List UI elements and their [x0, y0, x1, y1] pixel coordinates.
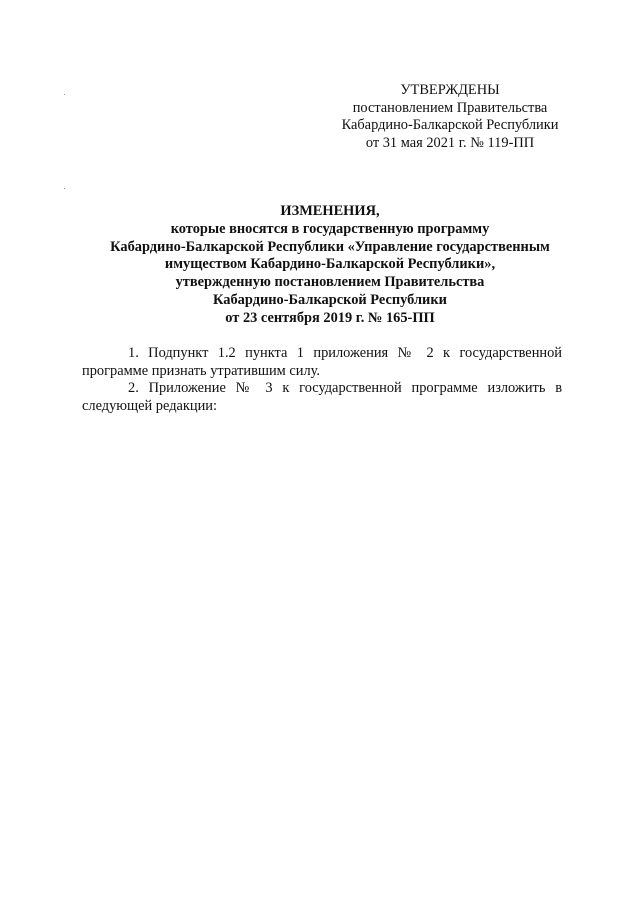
approval-line: постановлением Правительства [352, 99, 548, 116]
paragraph: 2. Приложение № 3 к государственной программе изложить в следующей редакции: [82, 380, 562, 414]
title-line: от 23 сентября 2019 г. № 165-ПП [225, 309, 435, 326]
title-line: утвержденную постановлением Правительства [175, 274, 485, 291]
paragraph: 1. Подпункт 1.2 пункта 1 приложения № 2 к государственной программе признать утратившим силу. [82, 345, 562, 379]
document-title [80, 203, 580, 328]
approval-line: Кабардино-Балкарской Республики [341, 117, 559, 133]
approval-stamp [330, 82, 570, 152]
title-heading: ИЗМЕНЕНИЯ, [280, 203, 380, 219]
title-line: Кабардино-Балкарской Республики [213, 291, 447, 308]
title-line: Кабардино-Балкарской Республики «Управление государственным [110, 238, 550, 255]
scan-artifact-dot [64, 188, 65, 189]
scan-artifact-dot [64, 94, 65, 95]
title-line: которые вносятся в государственную программу [170, 220, 490, 237]
approval-heading: УТВЕРЖДЕНЫ [400, 82, 500, 98]
document-body [82, 345, 562, 415]
approval-date: от 31 мая 2021 г. № 119-ПП [365, 134, 535, 151]
title-line: имуществом Кабардино-Балкарской Республики», [164, 256, 496, 273]
